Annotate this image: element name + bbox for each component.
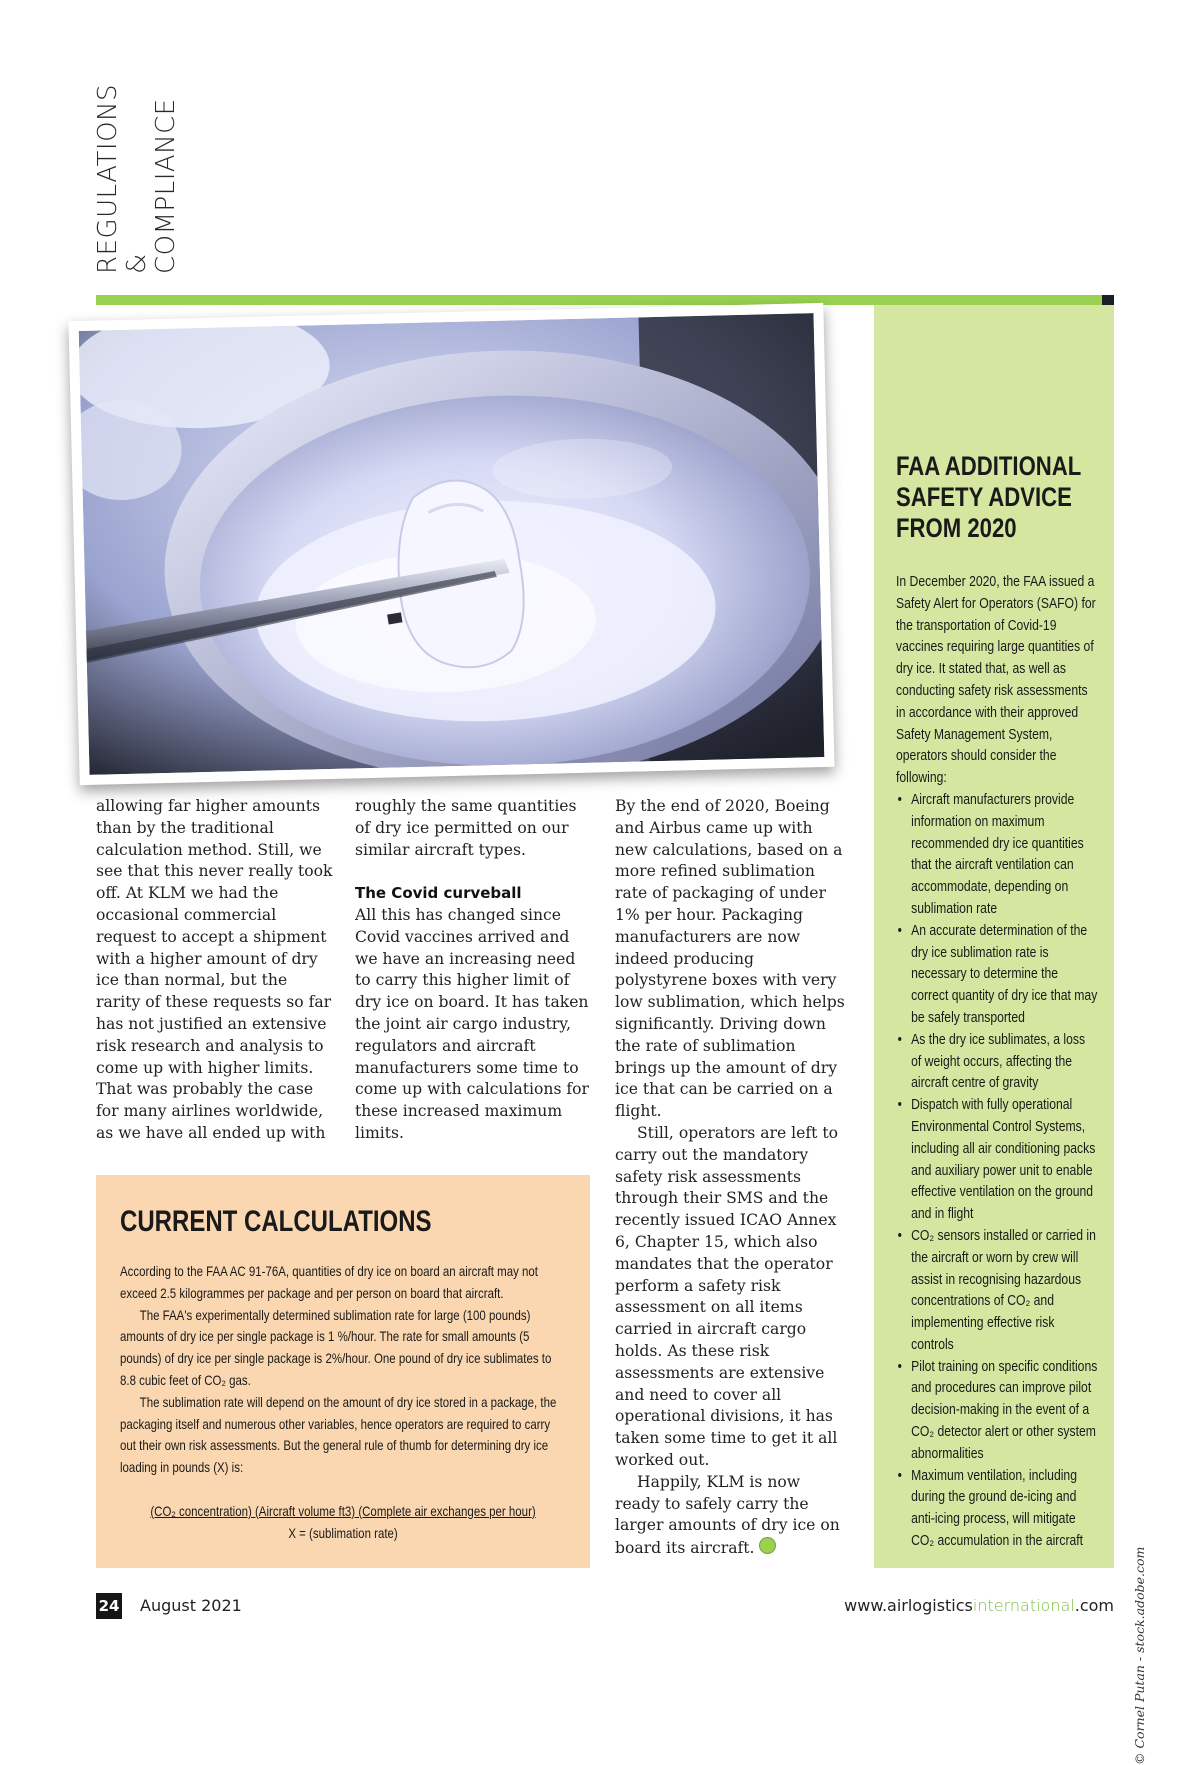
list-item: • An accurate determination of the dry ice sublimation rate is necessary to determine the correct quantity of dry ice that may be safely transported — [896, 921, 1098, 1030]
column2-paragraph: All this has changed since Covid vaccines arrived and we have an increasing need to carry this higher limit of dry ice on board. It has taken the joint air cargo industry, regulators and aircraft manufacturers some time to come up with calculations for these increased maximum limits. — [355, 905, 590, 1142]
end-of-article-icon — [759, 1537, 776, 1554]
dry-ice-formula — [120, 1501, 566, 1545]
sidebar-intro: In December 2020, the FAA issued a Safety Alert for Operators (SAFO) for the transportation of Covid-19 vaccines requiring large quantities of dry ice. It stated that, as well as conducting safety risk assessments in accordance with their approved Safety Management System, operators should consider the following: — [896, 574, 1096, 787]
page-number: 24 — [96, 1593, 122, 1619]
url-part: www.airlogistics — [844, 1596, 973, 1615]
article-column-2 — [355, 796, 595, 1145]
list-item: • Pilot training on specific conditions and procedures can improve pilot decision-making in the event of a CO₂ detector alert or other system abnormalities — [896, 1357, 1098, 1466]
sidebar-bullet-list — [896, 790, 1098, 1553]
header-rule-green — [96, 295, 1102, 305]
dry-ice-photo — [68, 303, 834, 785]
subheading-covid-curveball: The Covid curveball — [355, 884, 522, 903]
calc-box-title: CURRENT CALCULATIONS — [120, 1205, 432, 1238]
url-part: international — [972, 1596, 1075, 1615]
list-item: • As the dry ice sublimates, a loss of weight occurs, affecting the aircraft centre of gravity — [896, 1030, 1098, 1095]
column3-paragraph: By the end of 2020, Boeing and Airbus came up with new calculations, based on a more refined sublimation rate of packaging of under 1% per hour. Packaging manufacturers are now indeed producing polystyrene boxes with very low sublimation, which helps significantly. Driving down the rate of sublimation brings up the amount of dry ice that can be carried on a flight. — [615, 797, 845, 1121]
issue-date: August 2021 — [140, 1596, 242, 1615]
dry-ice-photo-illustration — [79, 313, 825, 775]
article-column-1 — [96, 796, 336, 1145]
photo-credit-text: © Cornel Putan - stock.adobe.com — [1132, 1546, 1147, 1765]
section-label — [93, 74, 181, 274]
column3-final-text: Happily, KLM is now ready to safely carry the larger amounts of dry ice on board its aircraft. — [615, 1472, 840, 1558]
list-item: • CO₂ sensors installed or carried in the aircraft or worn by crew will assist in recognising hazardous concentrations of CO₂ and implementing effective risk controls — [896, 1226, 1098, 1357]
website-url — [844, 1593, 1114, 1619]
list-item: • Aircraft manufacturers provide information on maximum recommended dry ice quantities that the aircraft ventilation can accommodate, depending on sublimation rate — [896, 790, 1098, 921]
list-item: • Dispatch with fully operational Environmental Control Systems, including all air conditioning packs and auxiliary power unit to enable effective ventilation on the ground and in flight — [896, 1095, 1098, 1226]
sidebar-faa-advice — [874, 305, 1114, 1568]
calc-box-paragraph: The FAA's experimentally determined sublimation rate for large (100 pounds) amounts of dry ice per single package is 1 %/hour. The rate for small amounts (5 pounds) of dry ice per single package is 2%/hour. One pound of dry ice sublimates to 8.8 cubic feet of CO₂ gas. — [120, 1306, 552, 1388]
url-part: .com — [1074, 1596, 1114, 1615]
sidebar-title-line: FROM 2020 — [896, 513, 1017, 543]
current-calculations-box — [96, 1175, 590, 1568]
formula-denominator: X = (sublimation rate) — [288, 1524, 398, 1541]
photo-credit — [1128, 1545, 1158, 1765]
sidebar-title-line: SAFETY ADVICE — [896, 482, 1072, 512]
calc-box-paragraph: According to the FAA AC 91-76A, quantities of dry ice on board an aircraft may not exceed 2.5 kilogrammes per package and per person on board that aircraft. — [120, 1263, 538, 1301]
sidebar-title-line: FAA ADDITIONAL — [896, 451, 1082, 481]
column3-paragraph-final — [615, 1472, 845, 1560]
column3-paragraph: Still, operators are left to carry out the mandatory safety risk assessments through their SMS and the recently issued ICAO Annex 6, Chapter 15, which also mandates that the operator perform a safety risk assessment on all items carried in aircraft cargo holds. As these risk assessments are extensive and need to cover all operational divisions, it has taken some time to get it all worked out. — [615, 1123, 839, 1469]
section-label-line2: COMPLIANCE — [151, 98, 181, 274]
header-rule-dark — [1102, 295, 1114, 305]
column2-paragraph: roughly the same quantities of dry ice permitted on our similar aircraft types. — [355, 797, 577, 859]
formula-numerator: (CO₂ concentration) (Aircraft volume ft3) (Complete air exchanges per hour) — [150, 1502, 536, 1519]
section-label-line1: REGULATIONS & — [93, 84, 152, 274]
sidebar-title — [896, 451, 1093, 544]
calc-box-paragraph: The sublimation rate will depend on the amount of dry ice stored in a package, the packaging itself and numerous other variables, hence operators are required to carry out their own risk assessments. But the general rule of thumb for determining dry ice loading in pounds (X) is: — [120, 1393, 557, 1476]
article-column-3 — [615, 796, 845, 1560]
list-item: • Maximum ventilation, including during the ground de-icing and anti-icing process, will mitigate CO₂ accumulation in the aircraft — [896, 1466, 1098, 1553]
column1-paragraph: allowing far higher amounts than by the traditional calculation method. Still, we see that this never really took off. At KLM we had the occasional commercial request to accept a shipment with a higher amount of dry ice than normal, but the rarity of these requests so far has not justified an extensive risk research and analysis to come up with higher limits. That was probably the case for many airlines worldwide, as we have all ended up with — [96, 797, 333, 1142]
